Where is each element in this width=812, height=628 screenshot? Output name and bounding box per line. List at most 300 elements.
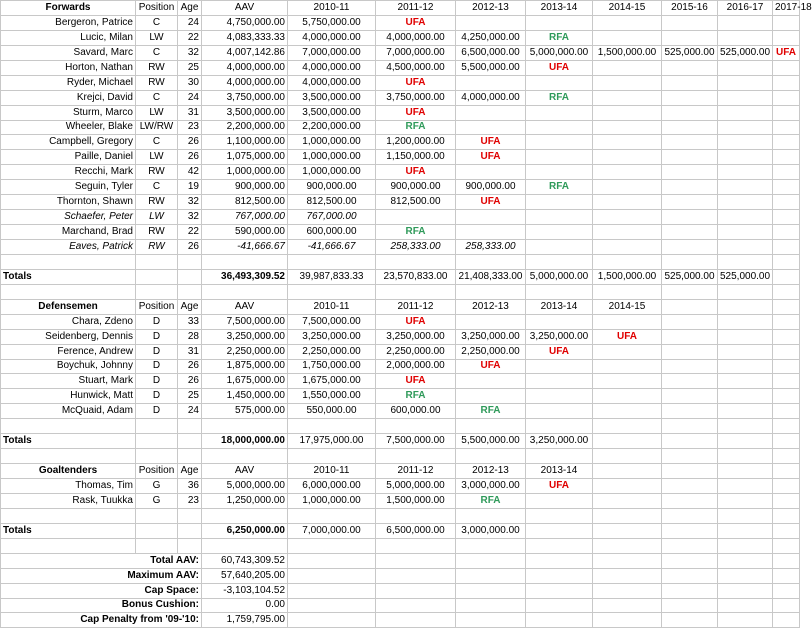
salary-cell: 1,500,000.00 xyxy=(593,45,662,60)
total-value xyxy=(662,434,718,449)
player-name: Boychuk, Johnny xyxy=(1,359,136,374)
player-age: 42 xyxy=(178,165,202,180)
salary-cell xyxy=(593,479,662,494)
total-value: 3,000,000.00 xyxy=(456,523,526,538)
salary-cell xyxy=(662,240,718,255)
salary-cell xyxy=(773,165,800,180)
salary-cell: 600,000.00 xyxy=(376,404,456,419)
salary-cell xyxy=(662,374,718,389)
player-aav: 1,450,000.00 xyxy=(202,389,288,404)
salary-cell xyxy=(456,15,526,30)
player-row xyxy=(1,30,800,45)
salary-cell xyxy=(456,120,526,135)
salary-cell xyxy=(593,195,662,210)
summary-value: 0.00 xyxy=(202,598,288,613)
salary-cell xyxy=(593,374,662,389)
summary-label: Cap Penalty from '09-'10: xyxy=(1,613,202,628)
blank-row xyxy=(1,254,800,269)
rfa-status: RFA xyxy=(526,30,593,45)
column-header xyxy=(773,464,800,479)
blank-cell xyxy=(773,254,800,269)
total-value: 23,570,833.00 xyxy=(376,269,456,284)
salary-cell xyxy=(773,135,800,150)
salary-cell xyxy=(773,120,800,135)
player-aav: 1,100,000.00 xyxy=(202,135,288,150)
player-position: C xyxy=(136,135,178,150)
salary-cell xyxy=(593,15,662,30)
salary-cell xyxy=(718,180,773,195)
salary-cell: 1,000,000.00 xyxy=(288,135,376,150)
blank-cell xyxy=(376,613,456,628)
defensemen-totals-row xyxy=(1,434,800,449)
blank-cell xyxy=(1,538,136,553)
summary-label: Bonus Cushion: xyxy=(1,598,202,613)
blank-cell xyxy=(136,254,178,269)
ufa-status: UFA xyxy=(526,479,593,494)
column-header: 2014-15 xyxy=(593,299,662,314)
salary-cell xyxy=(662,60,718,75)
salary-cell: 4,000,000.00 xyxy=(288,75,376,90)
player-name: Horton, Nathan xyxy=(1,60,136,75)
player-row xyxy=(1,15,800,30)
rfa-status: RFA xyxy=(376,389,456,404)
blank-cell xyxy=(526,449,593,464)
blank-cell xyxy=(376,538,456,553)
column-header xyxy=(593,464,662,479)
salary-cell: 3,250,000.00 xyxy=(376,329,456,344)
column-header: 2012-13 xyxy=(456,1,526,16)
blank-row xyxy=(1,419,800,434)
blank-cell xyxy=(178,538,202,553)
summary-row xyxy=(1,568,800,583)
totals-label: Totals xyxy=(1,434,136,449)
total-value: 5,500,000.00 xyxy=(456,434,526,449)
salary-cell xyxy=(662,30,718,45)
player-aav: 767,000.00 xyxy=(202,210,288,225)
salary-cell xyxy=(718,75,773,90)
defensemen-header-row xyxy=(1,299,800,314)
salary-cell: 2,250,000.00 xyxy=(376,344,456,359)
salary-cell xyxy=(718,329,773,344)
player-age: 26 xyxy=(178,150,202,165)
salary-cell xyxy=(773,389,800,404)
player-age: 28 xyxy=(178,329,202,344)
blank-cell xyxy=(376,449,456,464)
blank-cell xyxy=(718,553,773,568)
column-header: 2010-11 xyxy=(288,464,376,479)
salary-cell xyxy=(773,404,800,419)
player-name: McQuaid, Adam xyxy=(1,404,136,419)
player-name: Hunwick, Matt xyxy=(1,389,136,404)
player-name: Campbell, Gregory xyxy=(1,135,136,150)
ufa-status: UFA xyxy=(526,344,593,359)
salary-cell: 525,000.00 xyxy=(718,45,773,60)
player-aav: 3,250,000.00 xyxy=(202,329,288,344)
player-position: LW xyxy=(136,30,178,45)
ufa-status: UFA xyxy=(593,329,662,344)
rfa-status: RFA xyxy=(376,120,456,135)
player-position: D xyxy=(136,374,178,389)
blank-cell xyxy=(526,568,593,583)
blank-cell xyxy=(288,613,376,628)
salary-cell: 6,500,000.00 xyxy=(456,45,526,60)
salary-cell xyxy=(456,225,526,240)
salary-cell xyxy=(593,344,662,359)
salary-cell xyxy=(526,135,593,150)
salary-cell xyxy=(773,359,800,374)
player-age: 25 xyxy=(178,60,202,75)
column-header xyxy=(662,299,718,314)
player-row xyxy=(1,344,800,359)
blank-cell xyxy=(202,419,288,434)
player-position: LW xyxy=(136,105,178,120)
salary-cell xyxy=(593,180,662,195)
salary-cell xyxy=(526,374,593,389)
player-name: Ference, Andrew xyxy=(1,344,136,359)
salary-cell: 812,500.00 xyxy=(376,195,456,210)
column-header: 2016-17 xyxy=(718,1,773,16)
summary-value: 60,743,309.52 xyxy=(202,553,288,568)
salary-cell: 1,150,000.00 xyxy=(376,150,456,165)
player-row xyxy=(1,240,800,255)
player-position: D xyxy=(136,329,178,344)
salary-cell xyxy=(662,195,718,210)
player-age: 24 xyxy=(178,15,202,30)
blank-cell xyxy=(288,449,376,464)
salary-cell xyxy=(662,314,718,329)
total-value xyxy=(718,523,773,538)
salary-cell xyxy=(593,60,662,75)
blank-cell xyxy=(376,598,456,613)
column-header: 2014-15 xyxy=(593,1,662,16)
salary-cell xyxy=(773,30,800,45)
salary-cell xyxy=(662,479,718,494)
player-age: 32 xyxy=(178,45,202,60)
column-header: 2017-18 xyxy=(773,1,800,16)
blank-cell xyxy=(593,583,662,598)
sheet-body xyxy=(1,1,812,628)
player-aav: 900,000.00 xyxy=(202,180,288,195)
salary-cell xyxy=(773,90,800,105)
salary-cell: 1,000,000.00 xyxy=(288,493,376,508)
salary-cell: 258,333.00 xyxy=(376,240,456,255)
summary-value: 57,640,205.00 xyxy=(202,568,288,583)
blank-cell xyxy=(718,538,773,553)
salary-cell xyxy=(593,75,662,90)
blank-cell xyxy=(456,568,526,583)
salary-cell xyxy=(456,314,526,329)
blank-cell xyxy=(456,598,526,613)
salary-cell xyxy=(662,180,718,195)
ufa-status: UFA xyxy=(456,150,526,165)
blank-cell xyxy=(136,419,178,434)
blank-cell xyxy=(178,254,202,269)
column-header: AAV xyxy=(202,464,288,479)
salary-cell xyxy=(456,75,526,90)
salary-cell xyxy=(718,240,773,255)
blank-cell xyxy=(718,284,773,299)
salary-cell xyxy=(593,210,662,225)
total-value: 1,500,000.00 xyxy=(593,269,662,284)
blank-row xyxy=(1,538,800,553)
salary-cell xyxy=(718,210,773,225)
salary-cell xyxy=(456,389,526,404)
blank-cell xyxy=(526,553,593,568)
blank-cell xyxy=(593,284,662,299)
blank-cell xyxy=(288,284,376,299)
blank-cell xyxy=(178,419,202,434)
player-row xyxy=(1,135,800,150)
salary-cell xyxy=(718,90,773,105)
salary-cell xyxy=(718,150,773,165)
summary-row xyxy=(1,583,800,598)
salary-cell xyxy=(773,210,800,225)
player-position: G xyxy=(136,479,178,494)
salary-cell xyxy=(526,389,593,404)
salary-cell xyxy=(718,374,773,389)
salary-cell xyxy=(456,210,526,225)
player-age: 24 xyxy=(178,90,202,105)
player-row xyxy=(1,90,800,105)
player-position: LW xyxy=(136,210,178,225)
blank-cell xyxy=(288,598,376,613)
salary-cell: 3,000,000.00 xyxy=(456,479,526,494)
salary-cell xyxy=(662,359,718,374)
salary-cell: 5,500,000.00 xyxy=(456,60,526,75)
blank-cell xyxy=(773,583,800,598)
blank-cell xyxy=(662,508,718,523)
salary-cell: 1,550,000.00 xyxy=(288,389,376,404)
blank-cell xyxy=(456,553,526,568)
salary-cell xyxy=(376,210,456,225)
player-name: Rask, Tuukka xyxy=(1,493,136,508)
salary-cell: 4,250,000.00 xyxy=(456,30,526,45)
summary-label: Total AAV: xyxy=(1,553,202,568)
salary-cell xyxy=(773,493,800,508)
player-name: Bergeron, Patrice xyxy=(1,15,136,30)
blank-cell xyxy=(718,449,773,464)
salary-cell xyxy=(526,150,593,165)
salary-cell xyxy=(773,479,800,494)
player-position: C xyxy=(136,90,178,105)
blank-cell xyxy=(718,419,773,434)
rfa-status: RFA xyxy=(526,180,593,195)
blank-cell xyxy=(202,538,288,553)
total-value xyxy=(718,434,773,449)
salary-cell xyxy=(526,165,593,180)
player-aav: -41,666.67 xyxy=(202,240,288,255)
blank-cell xyxy=(718,568,773,583)
salary-cell xyxy=(662,105,718,120)
salary-cell xyxy=(526,314,593,329)
blank-cell xyxy=(178,449,202,464)
salary-cell: 3,500,000.00 xyxy=(288,90,376,105)
player-name: Savard, Marc xyxy=(1,45,136,60)
blank-cell xyxy=(593,538,662,553)
blank-cell xyxy=(202,508,288,523)
player-position: RW xyxy=(136,165,178,180)
player-age: 26 xyxy=(178,240,202,255)
blank-cell xyxy=(526,254,593,269)
player-aav: 1,000,000.00 xyxy=(202,165,288,180)
player-age: 26 xyxy=(178,135,202,150)
salary-cell: 2,200,000.00 xyxy=(288,120,376,135)
player-aav: 4,000,000.00 xyxy=(202,75,288,90)
blank-cell xyxy=(662,419,718,434)
player-name: Marchand, Brad xyxy=(1,225,136,240)
salary-cell xyxy=(593,135,662,150)
player-age: 36 xyxy=(178,479,202,494)
player-position: D xyxy=(136,344,178,359)
blank-cell xyxy=(456,254,526,269)
salary-cell: 4,000,000.00 xyxy=(288,60,376,75)
blank-cell xyxy=(593,449,662,464)
player-row xyxy=(1,314,800,329)
column-header: 2012-13 xyxy=(456,299,526,314)
blank-cell xyxy=(178,508,202,523)
blank-cell xyxy=(288,568,376,583)
rfa-status: RFA xyxy=(526,90,593,105)
player-position: G xyxy=(136,493,178,508)
blank-cell xyxy=(376,508,456,523)
blank-cell xyxy=(1,419,136,434)
column-header: Position xyxy=(136,1,178,16)
player-position: D xyxy=(136,389,178,404)
salary-cell xyxy=(526,359,593,374)
player-row xyxy=(1,404,800,419)
salary-cell: 7,000,000.00 xyxy=(376,45,456,60)
player-aav: 590,000.00 xyxy=(202,225,288,240)
summary-label: Cap Space: xyxy=(1,583,202,598)
player-position: C xyxy=(136,45,178,60)
salary-cell xyxy=(718,195,773,210)
salary-cell xyxy=(718,344,773,359)
salary-cell xyxy=(593,359,662,374)
player-row xyxy=(1,120,800,135)
blank-cell xyxy=(1,449,136,464)
player-age: 22 xyxy=(178,225,202,240)
player-age: 22 xyxy=(178,30,202,45)
total-value: 7,000,000.00 xyxy=(288,523,376,538)
blank-cell xyxy=(662,538,718,553)
blank-cell xyxy=(526,538,593,553)
ufa-status: UFA xyxy=(376,314,456,329)
blank-cell xyxy=(456,449,526,464)
salary-cell: 900,000.00 xyxy=(288,180,376,195)
total-value: 3,250,000.00 xyxy=(526,434,593,449)
total-value xyxy=(773,434,800,449)
player-position: RW xyxy=(136,240,178,255)
salary-cell: 5,000,000.00 xyxy=(526,45,593,60)
blank-cell xyxy=(376,284,456,299)
salary-cell xyxy=(593,165,662,180)
salary-cell xyxy=(662,90,718,105)
salary-cell xyxy=(526,75,593,90)
section-title: Goaltenders xyxy=(1,464,136,479)
salary-cell xyxy=(773,344,800,359)
salary-cell xyxy=(593,150,662,165)
player-aav: 4,000,000.00 xyxy=(202,60,288,75)
salary-cell xyxy=(593,314,662,329)
player-aav: 4,007,142.86 xyxy=(202,45,288,60)
salary-cell xyxy=(662,329,718,344)
blank-cell xyxy=(376,553,456,568)
salary-cell xyxy=(662,165,718,180)
blank-cell xyxy=(1,284,136,299)
blank-cell xyxy=(136,538,178,553)
blank-cell xyxy=(773,284,800,299)
salary-cell: 1,675,000.00 xyxy=(288,374,376,389)
player-name: Paille, Daniel xyxy=(1,150,136,165)
section-title: Forwards xyxy=(1,1,136,16)
salary-cell: 600,000.00 xyxy=(288,225,376,240)
salary-cell xyxy=(662,389,718,404)
salary-cell xyxy=(526,120,593,135)
blank-cell xyxy=(593,613,662,628)
player-name: Seidenberg, Dennis xyxy=(1,329,136,344)
salary-cell xyxy=(662,493,718,508)
total-value xyxy=(526,523,593,538)
player-name: Krejci, David xyxy=(1,90,136,105)
salary-cell: 3,250,000.00 xyxy=(456,329,526,344)
summary-row xyxy=(1,553,800,568)
player-aav: 4,083,333.33 xyxy=(202,30,288,45)
player-name: Thomas, Tim xyxy=(1,479,136,494)
salary-cell: 2,250,000.00 xyxy=(456,344,526,359)
blank-cell xyxy=(773,613,800,628)
player-row xyxy=(1,195,800,210)
salary-cell xyxy=(718,105,773,120)
total-value xyxy=(136,523,178,538)
blank-cell xyxy=(526,598,593,613)
column-header: 2011-12 xyxy=(376,1,456,16)
column-header: AAV xyxy=(202,1,288,16)
salary-cell xyxy=(718,30,773,45)
blank-cell xyxy=(526,419,593,434)
salary-cell: 2,000,000.00 xyxy=(376,359,456,374)
salary-cell: 900,000.00 xyxy=(456,180,526,195)
salary-cell: 1,000,000.00 xyxy=(288,165,376,180)
salary-cell: 812,500.00 xyxy=(288,195,376,210)
player-aav: 575,000.00 xyxy=(202,404,288,419)
player-age: 25 xyxy=(178,389,202,404)
blank-cell xyxy=(718,613,773,628)
rfa-status: RFA xyxy=(456,493,526,508)
rfa-status: RFA xyxy=(376,225,456,240)
salary-cell: 4,500,000.00 xyxy=(376,60,456,75)
salary-cell: 767,000.00 xyxy=(288,210,376,225)
player-row xyxy=(1,493,800,508)
column-header: Age xyxy=(178,1,202,16)
player-name: Schaefer, Peter xyxy=(1,210,136,225)
player-row xyxy=(1,374,800,389)
salary-cell xyxy=(773,180,800,195)
salary-cell xyxy=(718,120,773,135)
player-name: Lucic, Milan xyxy=(1,30,136,45)
blank-cell xyxy=(718,583,773,598)
player-aav: 1,675,000.00 xyxy=(202,374,288,389)
salary-cell xyxy=(718,135,773,150)
salary-cell: 7,000,000.00 xyxy=(288,45,376,60)
forwards-totals-row xyxy=(1,269,800,284)
blank-row xyxy=(1,449,800,464)
total-value: 7,500,000.00 xyxy=(376,434,456,449)
salary-cell: 1,000,000.00 xyxy=(288,150,376,165)
blank-cell xyxy=(376,254,456,269)
player-row xyxy=(1,359,800,374)
blank-cell xyxy=(773,449,800,464)
player-row xyxy=(1,329,800,344)
